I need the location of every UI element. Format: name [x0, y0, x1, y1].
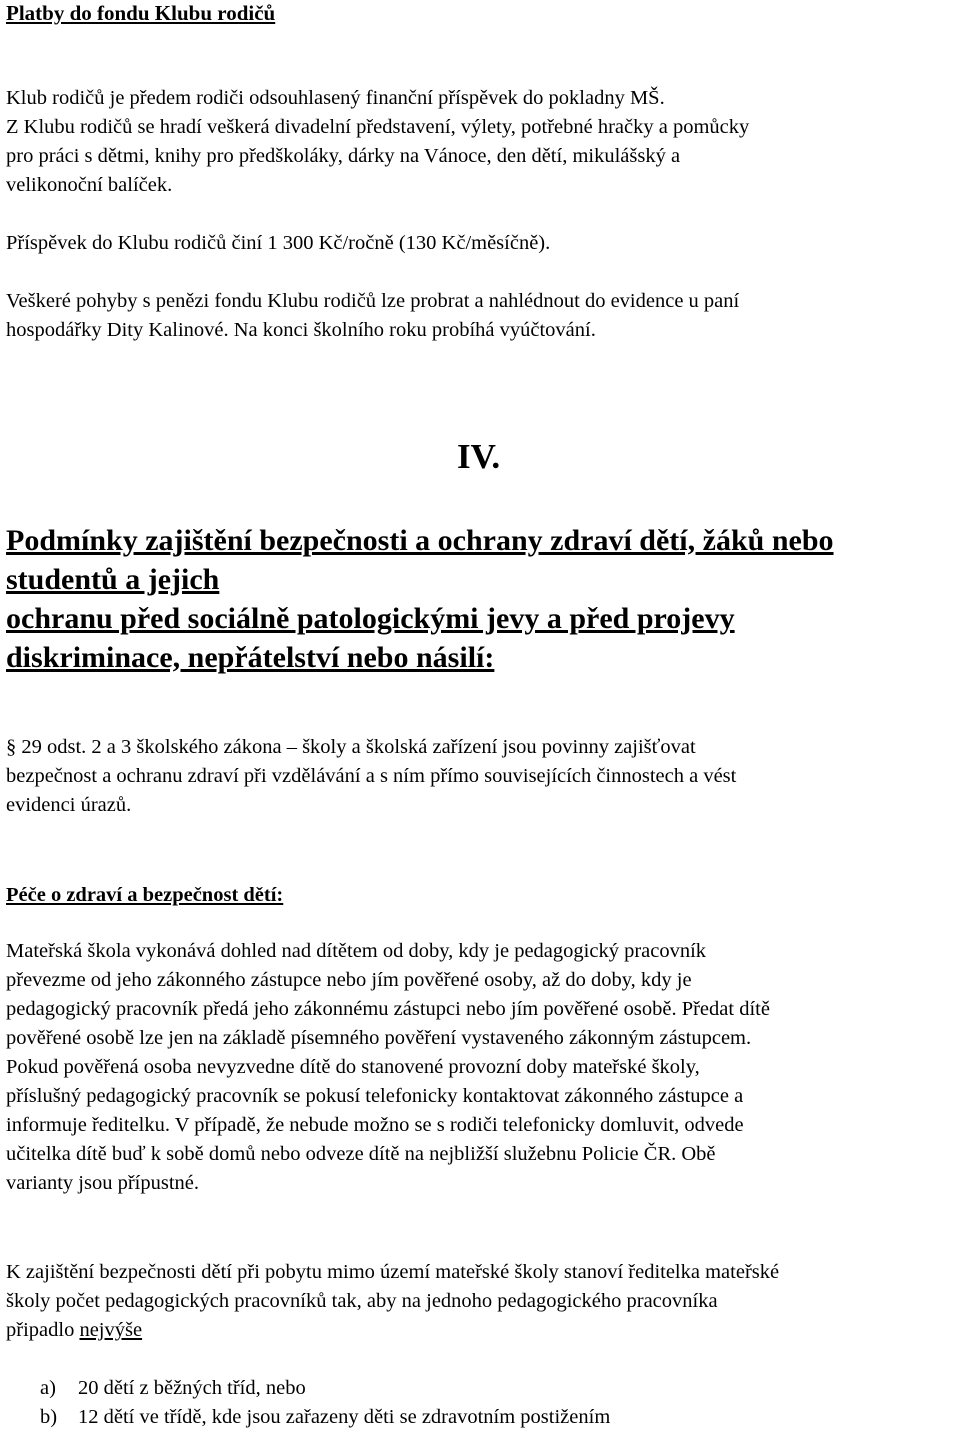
paragraph-line: převezme od jeho zákonného zástupce nebo jím pověřené osoby, až do doby, kdy je	[6, 969, 692, 991]
paragraph-line: Pokud pověřená osoba nevyzvedne dítě do stanovené provozní doby mateřské školy,	[6, 1056, 700, 1078]
paragraph-line	[6, 1316, 956, 1345]
paragraph-line: Z Klubu rodičů se hradí veškerá divadelní představení, výlety, potřebné hračky a pomůcky	[6, 116, 750, 138]
paragraph-line: informuje ředitelku. V případě, že nebude možno se s rodiči telefonicky domluvit, odvede	[6, 1114, 744, 1136]
chapter-heading-line: Podmínky zajištění bezpečnosti a ochrany zdraví dětí, žáků nebo	[6, 524, 834, 557]
paragraph-line: Mateřská škola vykonává dohled nad dítětem od doby, kdy je pedagogický pracovník	[6, 940, 707, 962]
emphasis-underlined: nejvýše	[79, 1319, 143, 1341]
paragraph-line: školy počet pedagogických pracovníků tak, aby na jednoho pedagogického pracovníka	[6, 1290, 718, 1312]
paragraph-line: příslušný pedagogický pracovník se pokusí telefonicky kontaktovat zákonného zástupce a	[6, 1085, 744, 1107]
paragraph-line: pověřené osobě lze jen na základě písemného pověření vystaveného zákonným zástupcem.	[6, 1027, 752, 1049]
paragraph-line: učitelka dítě buď k sobě domů nebo odveze dítě na nejbližší služebnu Policie ČR. Obě	[6, 1143, 716, 1165]
chapter-heading-line: diskriminace, nepřátelství nebo násilí:	[6, 641, 495, 674]
line-prefix: připadlo	[6, 1319, 80, 1341]
records-paragraph	[6, 287, 956, 345]
list-item	[40, 1403, 610, 1432]
care-heading: Péče o zdraví a bezpečnost dětí:	[6, 884, 284, 906]
paragraph-line: evidenci úrazů.	[6, 794, 132, 816]
paragraph-line: bezpečnost a ochranu zdraví při vzdělávání a s ním přímo souvisejících činnostech a vést	[6, 765, 737, 787]
paragraph-line: velikonoční balíček.	[6, 174, 173, 196]
paragraph-line: varianty jsou přípustné.	[6, 1172, 200, 1194]
paragraph-line: Příspěvek do Klubu rodičů činí 1 300 Kč/ročně (130 Kč/měsíčně).	[6, 232, 551, 254]
paragraph-line: pedagogický pracovník předá jeho zákonnému zástupci nebo jím pověřené osobě. Předat dítě	[6, 998, 770, 1020]
paragraph-line: Veškeré pohyby s penězi fondu Klubu rodičů lze probrat a nahlédnout do evidence u paní	[6, 290, 740, 312]
paragraph-line: § 29 odst. 2 a 3 školského zákona – školy a školská zařízení jsou povinny zajišťovat	[6, 736, 696, 758]
trip-paragraph	[6, 1258, 956, 1345]
paragraph-line: pro práci s dětmi, knihy pro předškoláky, dárky na Vánoce, den dětí, mikulášský a	[6, 145, 681, 167]
chapter-heading-line: studentů a jejich	[6, 563, 220, 596]
paragraph-line: K zajištění bezpečnosti dětí při pobytu mimo území mateřské školy stanoví ředitelka mateřské	[6, 1261, 780, 1283]
paragraph-line: hospodářky Dity Kalinové. Na konci školního roku probíhá vyúčtování.	[6, 319, 596, 341]
list-marker: a)	[40, 1377, 56, 1399]
contribution-text	[6, 229, 956, 258]
klub-paragraph	[6, 84, 956, 200]
list-item-text: 12 dětí ve třídě, kde jsou zařazeny děti se zdravotním postižením	[78, 1406, 611, 1428]
law-paragraph	[6, 733, 956, 820]
chapter-heading-line: ochranu před sociálně patologickými jevy a před projevy	[6, 602, 735, 635]
list-item	[40, 1374, 610, 1403]
chapter-heading	[6, 521, 956, 677]
limits-list	[40, 1374, 610, 1432]
list-marker: b)	[40, 1406, 58, 1428]
list-item-text: 20 dětí z běžných tříd, nebo	[78, 1377, 306, 1399]
chapter-number: IV.	[457, 437, 501, 476]
care-paragraph	[6, 937, 956, 1198]
section-title: Platby do fondu Klubu rodičů	[6, 1, 276, 25]
paragraph-line: Klub rodičů je předem rodiči odsouhlasený finanční příspěvek do pokladny MŠ.	[6, 87, 665, 109]
